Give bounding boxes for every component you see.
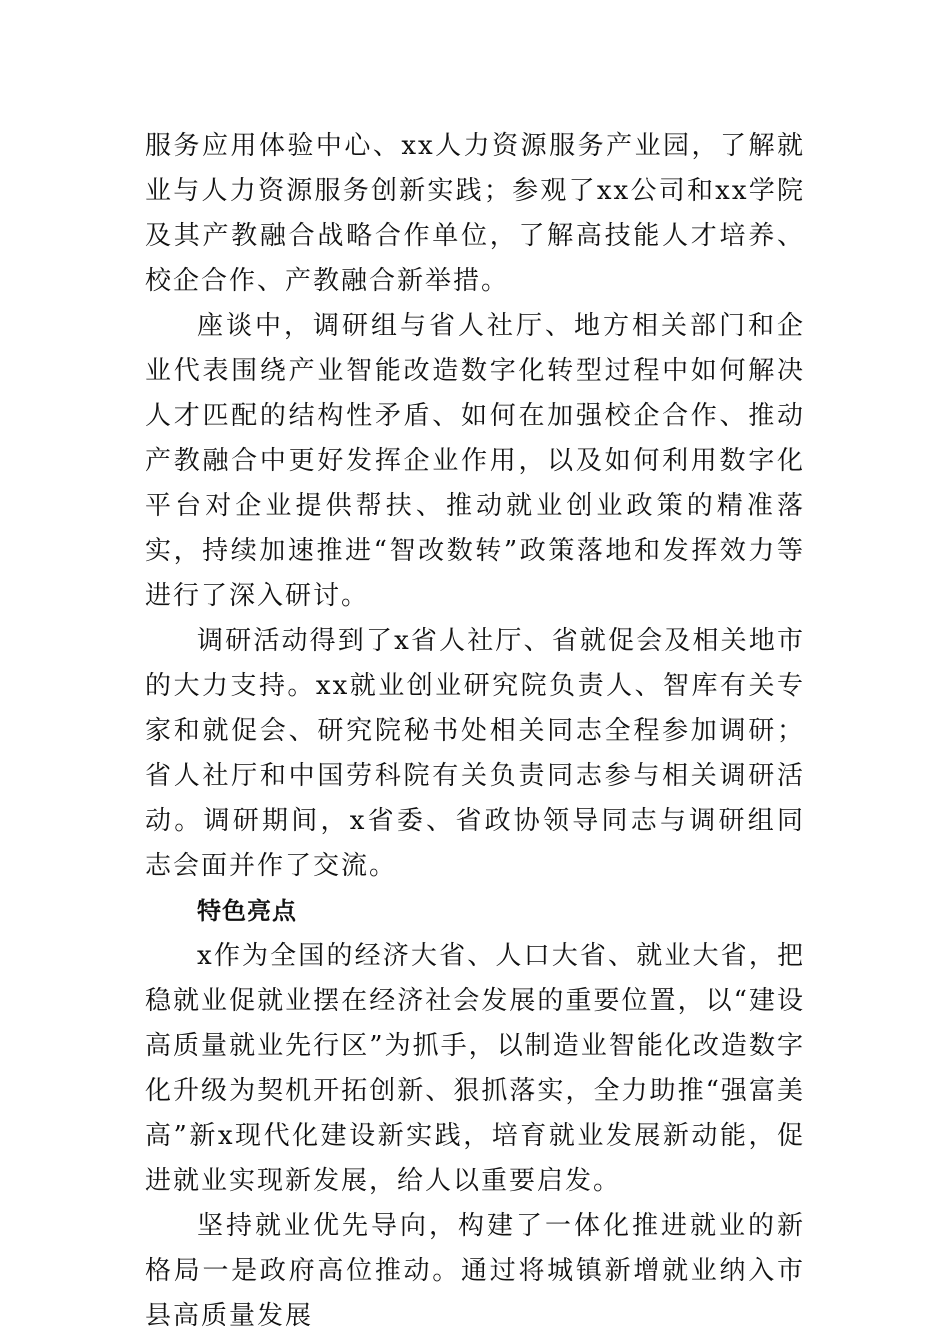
paragraph-3: 调研活动得到了x省人社厅、省就促会及相关地市的大力支持。xx就业创业研究院负责人、智库有关专家和就促会、研究院秘书处相关同志全程参加调研；省人社厅和中国劳科院有关负责同志参与相关调研活动。调研期间，x省委、省政协领导同志与调研组同志会面并作了交流。 (145, 626, 805, 881)
paragraph-1: 服务应用体验中心、xx人力资源服务产业园，了解就业与人力资源服务创新实践；参观了xx公司和xx学院及其产教融合战略合作单位，了解高技能人才培养、校企合作、产教融合新举措。 (145, 131, 805, 296)
section-heading: 特色亮点 (197, 897, 297, 925)
paragraph-4: x作为全国的经济大省、人口大省、就业大省，把稳就业促就业摆在经济社会发展的重要位置，以“建设高质量就业先行区”为抓手，以制造业智能化改造数字化升级为契机开拓创新、狠抓落实，全力助推“强富美高”新x现代化建设新实践，培育就业发展新动能，促进就业实现新发展，给人以重要启发。 (145, 941, 805, 1196)
paragraph-2: 座谈中，调研组与省人社厅、地方相关部门和企业代表围绕产业智能改造数字化转型过程中如何解决人才匹配的结构性矛盾、如何在加强校企合作、推动产教融合中更好发挥企业作用，以及如何利用数字化平台对企业提供帮扶、推动就业创业政策的精准落实，持续加速推进“智改数转”政策落地和发挥效力等进行了深入研讨。 (145, 311, 805, 611)
paragraph-5: 坚持就业优先导向，构建了一体化推进就业的新格局一是政府高位推动。通过将城镇新增就业纳入市县高质量发展 (145, 1211, 805, 1331)
document-body (145, 124, 805, 1339)
